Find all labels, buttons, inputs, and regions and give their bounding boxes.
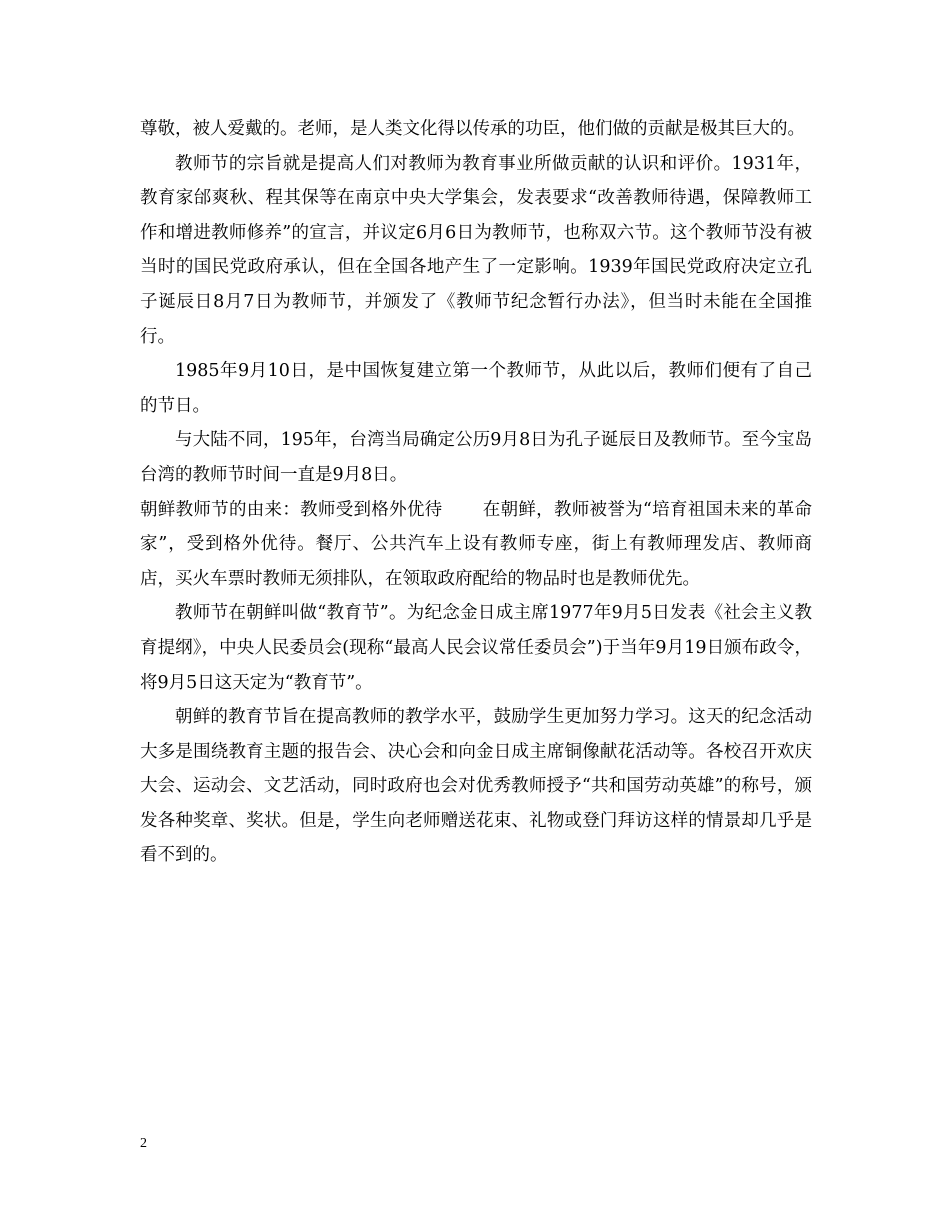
paragraph-2: 教师节的宗旨就是提高人们对教师为教育事业所做贡献的认识和评价。1931年，教育家邰爽秋、程其保等在南京中央大学集会，发表要求“改善教师待遇，保障教师工作和增进教师修养”的宣言，并议定6月6日为教师节，也称双六节。这个教师节没有被当时的国民党政府承认，但在全国各地产生了一定影响。1939年国民党政府决定立孔子诞辰日8月7日为教师节，并颁发了《教师节纪念暂行办法》，但当时未能在全国推行。 — [140, 153, 812, 347]
paragraph-5 — [140, 493, 812, 597]
paragraph-4: 与大陆不同，195年，台湾当局确定公历9月8日为孔子诞辰日及教师节。至今宝岛台湾的教师节时间一直是9月8日。 — [140, 430, 812, 485]
paragraph-1: 尊敬，被人爱戴的。老师，是人类文化得以传承的功臣，他们做的贡献是极其巨大的。 — [140, 119, 805, 139]
paragraph-6: 教师节在朝鲜叫做“教育节”。为纪念金日成主席1977年9月5日发表《社会主义教育提纲》，中央人民委员会(现称“最高人民会议常任委员会”)于当年9月19日颁布政令，将9月5日这天定为“教育节”。 — [140, 603, 812, 693]
page-number: 2 — [140, 1136, 147, 1151]
paragraph-7: 朝鲜的教育节旨在提高教师的教学水平，鼓励学生更加努力学习。这天的纪念活动大多是围绕教育主题的报告会、决心会和向金日成主席铜像献花活动等。各校召开欢庆大会、运动会、文艺活动，同时政府也会对优秀教师授予“共和国劳动英雄”的称号，颁发各种奖章、奖状。但是，学生向老师赠送花束、礼物或登门拜访这样的情景却几乎是看不到的。 — [140, 707, 812, 866]
document-body — [140, 112, 812, 873]
inline-heading: 朝鲜教师节的由来：教师受到格外优待 — [140, 499, 443, 520]
paragraph-3: 1985年9月10日，是中国恢复建立第一个教师节，从此以后，教师们便有了自己的节日。 — [140, 361, 812, 416]
paragraph-5-text: 在朝鲜，教师被誉为“培育祖国未来的革命家”，受到格外优待。餐厅、公共汽车上设有教师专座，街上有教师理发店、教师商店，买火车票时教师无须排队，在领取政府配给的物品时也是教师优先。 — [140, 499, 812, 589]
